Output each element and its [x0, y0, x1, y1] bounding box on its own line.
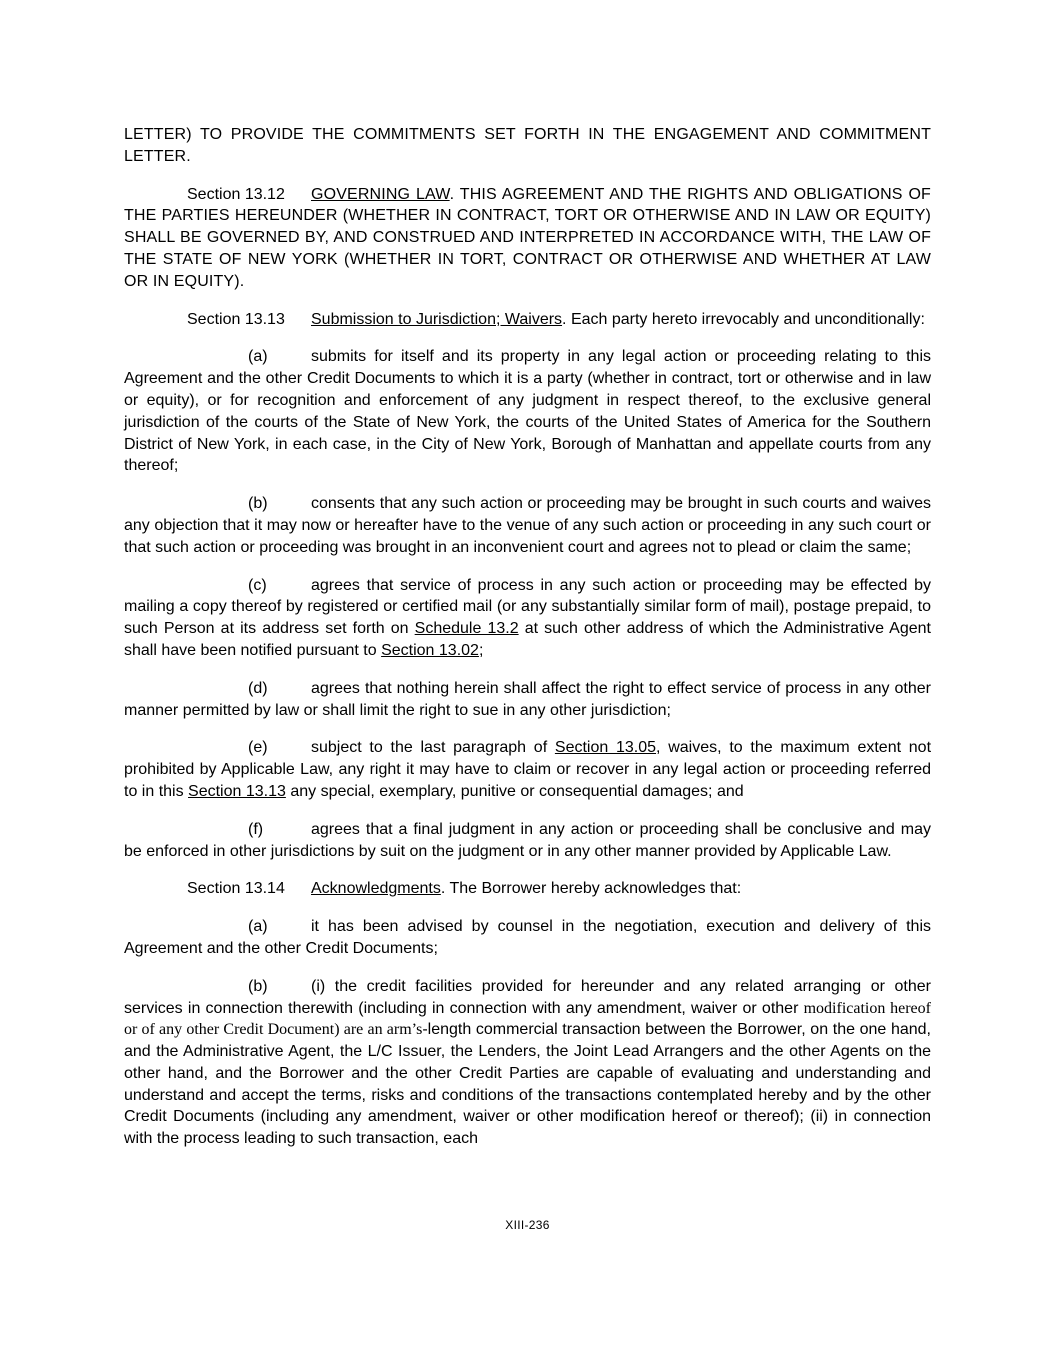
- page-number: XIII-236: [505, 1218, 550, 1232]
- cross-reference: Section 13.13: [188, 782, 286, 800]
- item-text: at such other address of which the Administrative Agent shall have been notified pursuant to: [124, 620, 931, 659]
- item-label: (e): [248, 739, 268, 757]
- section-heading: Acknowledgments: [311, 880, 441, 898]
- item-text: consents that any such action or proceeding may be brought in such courts and waives any objection that it may now or hereafter have to the venue of any such action or proceeding in any such court or that such action or proceeding was brought in an inconvenient court and agrees not to plead or claim the same;: [124, 495, 931, 556]
- item-text: agrees that nothing herein shall affect the right to effect service of process in any other manner permitted by law or shall limit the right to sue in any other jurisdiction;: [124, 679, 931, 719]
- document-body: [124, 124, 931, 1166]
- item-text: agrees that a final judgment in any action or proceeding shall be conclusive and may be enforced in other jurisdictions by suit on the judgment or in any other manner provided by Applicable Law.: [124, 820, 931, 860]
- item-label: (a): [248, 348, 268, 366]
- cross-reference: Schedule 13.2: [414, 620, 519, 638]
- item-label: (c): [248, 576, 267, 594]
- item-label: (a): [248, 918, 268, 936]
- list-item: [124, 819, 931, 863]
- list-item: [124, 346, 931, 477]
- section-number: Section 13.12: [187, 185, 285, 203]
- item-text: ;: [478, 641, 484, 659]
- section-heading: Submission to Jurisdiction; Waivers: [311, 310, 563, 328]
- section-13-14-paragraph: [124, 878, 931, 900]
- cross-reference: Section 13.05: [554, 739, 657, 757]
- item-label: (b): [248, 495, 268, 513]
- cross-reference: Section 13.02: [381, 641, 479, 659]
- list-item: [124, 678, 931, 722]
- list-item: [124, 493, 931, 558]
- section-number: Section 13.13: [187, 310, 285, 328]
- section-13-12-paragraph: [124, 184, 931, 293]
- item-label: (b): [248, 977, 268, 995]
- item-text: -length commercial transaction between the Borrower, on the one hand, and the Administrative Agent, the L/C Issuer, the Lenders, the Joint Lead Arrangers and the other Agents on the other hand, and the Borrower and the other Credit Parties are capable of evaluating and understanding and understand and accept the terms, risks and conditions of the transactions contemplated hereby and by the other Credit Documents (including any amendment, waiver or other modification hereof or thereof); (ii) in connection with the process leading to such transaction, each: [124, 1021, 931, 1148]
- section-body: . The Borrower hereby acknowledges that:: [440, 880, 742, 898]
- list-item: [124, 916, 931, 960]
- list-item: [124, 575, 931, 662]
- section-body: . Each party hereto irrevocably and unconditionally:: [562, 310, 925, 328]
- continuation-paragraph: LETTER) TO PROVIDE THE COMMITMENTS SET FORTH IN THE ENGAGEMENT AND COMMITMENT LETTER.: [124, 126, 931, 165]
- item-text: , waives, to the maximum extent not prohibited by Applicable Law, any right it may have to claim or recover in any legal action or proceeding referred to in this: [124, 739, 932, 800]
- item-text: (i) the credit facilities provided for hereunder and any related arranging or other services in connection therewith (including in connection with any amendment, waiver or other: [124, 977, 931, 1017]
- item-text: submits for itself and its property in any legal action or proceeding relating to this Agreement and the other Credit Documents to which it is a party (whether in contract, tort or otherwise and in law or equity), or for recognition and enforcement of any judgment in respect thereof, to the exclusive general jurisdiction of the courts of the State of New York, the courts of the United States of America for the Southern District of New York, in each case, in the City of New York, Borough of Manhattan and appellate courts from any thereof;: [124, 348, 931, 475]
- section-13-13-paragraph: [124, 309, 931, 331]
- item-text: agrees that service of process in any such action or proceeding may be effected by mailing a copy thereof by registered or certified mail (or any substantially similar form of mail), postage prepaid, to such Person at its address set forth on: [124, 576, 931, 638]
- item-text-serif-run: modification hereof or of any other Credit Document) are an arm’s: [124, 999, 931, 1039]
- item-text: any special, exemplary, punitive or consequential damages; and: [285, 782, 744, 800]
- section-number: Section 13.14: [187, 880, 285, 898]
- list-item: [124, 976, 931, 1150]
- item-label: (f): [248, 820, 264, 838]
- item-label: (d): [248, 679, 268, 697]
- list-item: [124, 737, 931, 802]
- section-body: . THIS AGREEMENT AND THE RIGHTS AND OBLIGATIONS OF THE PARTIES HEREUNDER (WHETHER IN CONTRACT, TORT OR OTHERWISE AND IN LAW OR EQUITY) SHALL BE GOVERNED BY, AND CONSTRUED AND INTERPRETED IN ACCORDANCE WITH, THE LAW OF THE STATE OF NEW YORK (WHETHER IN TORT, CONTRACT OR OTHERWISE AND WHETHER AT LAW OR IN EQUITY).: [124, 185, 931, 290]
- section-heading: GOVERNING LAW: [311, 185, 450, 203]
- item-text: it has been advised by counsel in the negotiation, execution and delivery of this Agreement and the other Credit Documents;: [124, 918, 931, 957]
- item-text: subject to the last paragraph of: [311, 739, 555, 757]
